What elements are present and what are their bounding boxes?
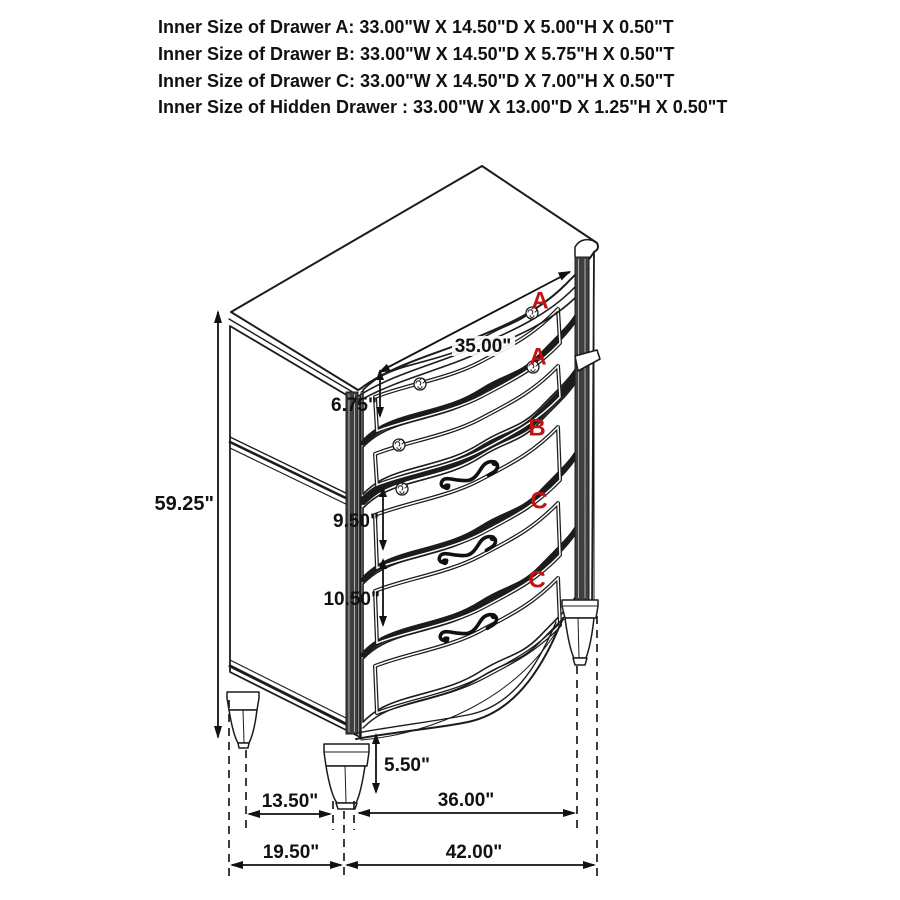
dim-overall-width-label: 42.00" [445,842,503,863]
chest-drawing [227,166,600,809]
spec-line-drawer-b: Inner Size of Drawer B: 33.00"W X 14.50"D X 5.75"H X 0.50"T [158,44,675,64]
spec-line-drawer-c: Inner Size of Drawer C: 33.00"W X 14.50"D X 7.00"H X 0.50"T [158,71,675,91]
dim-inner-depth-label: 13.50" [261,791,319,812]
spec-line-drawer-a: Inner Size of Drawer A: 33.00"W X 14.50"D X 5.00"H X 0.50"T [158,17,674,37]
right-pilaster [575,257,589,600]
dim-overall-height [154,310,222,739]
spec-line-hidden-drawer: Inner Size of Hidden Drawer : 33.00"W X 13.00"D X 1.25"H X 0.50"T [158,97,728,117]
dim-overall-width [345,842,596,869]
dim-overall-depth [230,842,343,869]
dim-overall-height-label: 59.25" [154,493,214,515]
left-pilaster [346,392,358,734]
dim-overall-depth-label: 19.50" [262,842,320,863]
dim-drawer-a-height-label: 6.75" [331,395,377,416]
back-left-leg [227,692,259,748]
dim-leg-height-label: 5.50" [384,755,430,776]
drawer-label-c1: C [530,487,548,515]
dim-drawer-width-label: 35.00" [454,336,512,357]
dim-inner-width [357,790,576,817]
dim-leg-height [372,733,430,794]
drawer-label-a1: A [531,287,549,315]
dim-inner-depth [247,791,332,818]
dim-drawer-b-height-label: 9.50" [333,511,379,532]
drawer-label-a2: A [529,343,547,371]
dim-drawer-c-height-label: 10.50" [323,589,380,610]
drawer-label-b: B [528,414,546,442]
drawer-label-c2: C [528,566,546,594]
front-left-leg [324,744,369,809]
header-spec-text [158,17,727,117]
front-right-leg [562,600,598,665]
dim-inner-width-label: 36.00" [437,790,495,811]
